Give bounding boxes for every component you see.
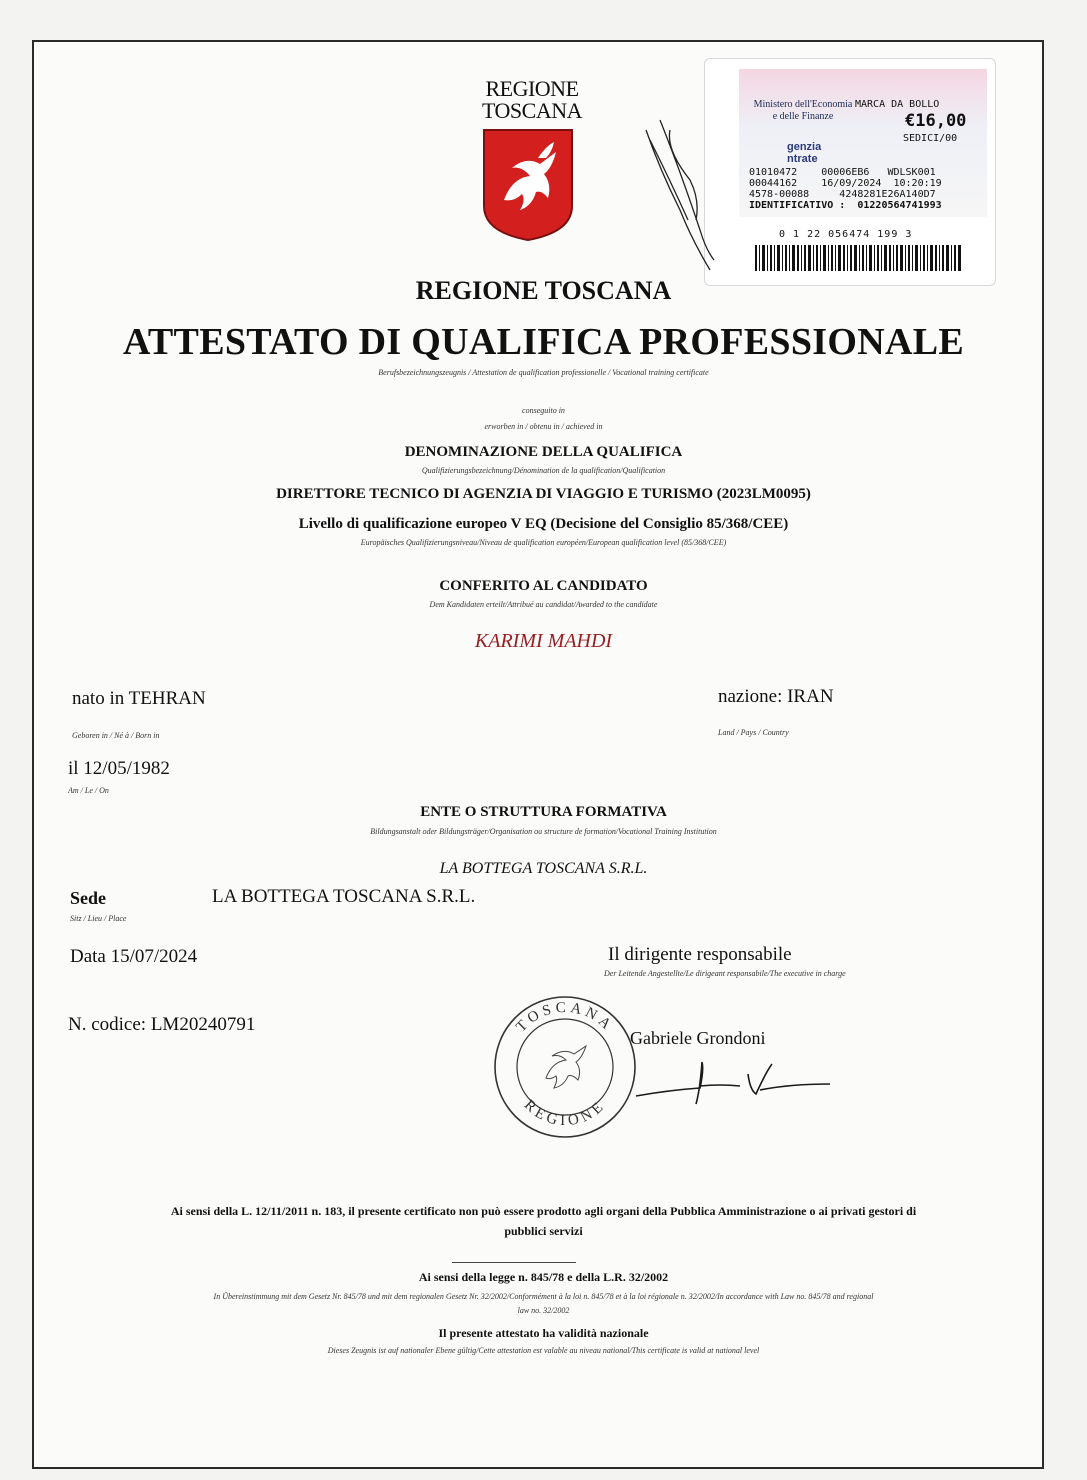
legal-notice-line2: pubblici servizi bbox=[504, 1224, 583, 1238]
seat-value: LA BOTTEGA TOSCANA S.R.L. bbox=[212, 886, 476, 907]
regional-seal-icon bbox=[490, 992, 640, 1142]
seat-label: Sede bbox=[70, 888, 106, 908]
law-translation-line1: In Übereinstimmung mit dem Gesetz Nr. 845/78 und mit dem regionalen Gesetz Nr. 32/2002/Conformément à la loi n. 845/78 et à la loi régionale n. 32/2002/In accordance with Law no. 845/78 and regional bbox=[213, 1292, 874, 1301]
stamp-cancellation-signature-icon bbox=[640, 110, 720, 280]
birth-place: nato in TEHRAN bbox=[72, 688, 206, 709]
emblem-title bbox=[470, 78, 594, 122]
stamp-agency bbox=[787, 141, 821, 165]
stamp-label: MARCA DA BOLLO bbox=[855, 99, 940, 110]
institution-heading: ENTE O STRUTTURA FORMATIVA bbox=[420, 804, 667, 820]
emblem-title-line2: TOSCANA bbox=[481, 98, 582, 123]
law-reference: Ai sensi della legge n. 845/78 e della L.R. 32/2002 bbox=[418, 1270, 669, 1284]
birth-date-translation: Am / Le / On bbox=[68, 786, 109, 795]
stamp-codes bbox=[749, 167, 942, 211]
pegasus-shield-icon bbox=[482, 128, 574, 242]
nationality-translation: Land / Pays / Country bbox=[718, 728, 789, 737]
footer-divider bbox=[452, 1262, 576, 1263]
svg-text:TOSCANA bbox=[513, 1000, 616, 1036]
stamp-ministry-line1: Ministero dell'Economia bbox=[753, 99, 853, 110]
qualification-level-translation: Europäisches Qualifizierungsniveau/Niveau de qualification européen/European qualification level (85/368/CEE) bbox=[360, 538, 727, 547]
stamp-agency-line1: genzia bbox=[787, 141, 822, 153]
seal-top-text: TOSCANA bbox=[513, 999, 617, 1036]
stamp-code-row: 00044162 16/09/2024 10:20:19 bbox=[749, 178, 942, 189]
obtained-in-translation: erworben in / obtenu in / achieved in bbox=[484, 422, 603, 431]
qualification-heading-translation: Qualifizierungsbezeichnung/Dénomination de la qualification/Qualification bbox=[421, 466, 666, 475]
issue-date: Data 15/07/2024 bbox=[70, 946, 198, 967]
nationality: nazione: IRAN bbox=[718, 686, 834, 707]
stamp-barcode-number: 0 1 22 056474 199 3 bbox=[779, 229, 913, 240]
law-translation-line2: law no. 32/2002 bbox=[517, 1306, 570, 1315]
revenue-stamp bbox=[704, 58, 996, 286]
legal-notice-line1: Ai sensi della L. 12/11/2011 n. 183, il presente certificato non può essere prodotto agli organi della Pubblica Amministrazione o ai privati gestori di bbox=[170, 1204, 917, 1218]
institution-heading-translation: Bildungsanstalt oder Bildungsträger/Organisation ou structure de formation/Vocational Training Institution bbox=[370, 827, 717, 836]
birth-date: il 12/05/1982 bbox=[68, 758, 170, 779]
validity-translation: Dieses Zeugnis ist auf nationaler Ebene gültig/Cette attestation est valable au niveau national/This certificate is valid at national level bbox=[327, 1346, 760, 1355]
qualification-level: Livello di qualificazione europeo V EQ (Decisione del Consiglio 85/368/CEE) bbox=[298, 516, 789, 532]
region-heading: REGIONE TOSCANA bbox=[415, 276, 672, 305]
certificate-title-translation: Berufsbezeichnungszeugnis / Attestation de qualification professionelle / Vocational training certificate bbox=[378, 368, 709, 377]
stamp-code-row: 01010472 00006EB6 WDLSK001 bbox=[749, 167, 936, 178]
svg-text:REGIONE bbox=[521, 1097, 609, 1129]
manager-name: Gabriele Grondoni bbox=[630, 1028, 766, 1048]
stamp-amount: €16,00 bbox=[905, 111, 967, 131]
certificate-code: N. codice: LM20240791 bbox=[68, 1014, 256, 1035]
emblem-title-line1: REGIONE bbox=[485, 76, 579, 101]
manager-signature-icon bbox=[630, 1060, 840, 1110]
stamp-amount-words: SEDICI/00 bbox=[903, 133, 958, 144]
candidate-name: KARIMI MAHDI bbox=[474, 630, 613, 652]
manager-label: Il dirigente responsabile bbox=[608, 944, 792, 965]
stamp-ministry bbox=[753, 99, 853, 123]
institution-name: LA BOTTEGA TOSCANA S.R.L. bbox=[439, 860, 648, 877]
stamp-ministry-line2: e delle Finanze bbox=[772, 111, 834, 122]
obtained-in: conseguito in bbox=[522, 406, 565, 415]
stamp-agency-line2: ntrate bbox=[787, 153, 818, 165]
barcode-icon bbox=[755, 245, 965, 271]
candidate-heading: CONFERITO AL CANDIDATO bbox=[439, 578, 648, 594]
stamp-code-row: IDENTIFICATIVO : 01220564741993 bbox=[749, 200, 942, 211]
qualification-heading: DENOMINAZIONE DELLA QUALIFICA bbox=[404, 444, 683, 460]
candidate-heading-translation: Dem Kandidaten erteilt/Attribué au candidat/Awarded to the candidate bbox=[429, 600, 658, 609]
birth-place-translation: Geboren in / Né à / Born in bbox=[72, 731, 160, 740]
qualification-name: DIRETTORE TECNICO DI AGENZIA DI VIAGGIO E TURISMO (2023LM0095) bbox=[276, 486, 811, 502]
validity-statement: Il presente attestato ha validità nazionale bbox=[438, 1326, 649, 1340]
stamp-code-row: 4578-00088 4248281E26A140D7 bbox=[749, 189, 936, 200]
seal-bottom-text: REGIONE bbox=[520, 1097, 610, 1130]
seat-translation: Sitz / Lieu / Place bbox=[70, 914, 127, 923]
certificate-title: ATTESTATO DI QUALIFICA PROFESSIONALE bbox=[122, 321, 964, 363]
manager-label-translation: Der Leitende Angestellte/Le dirigeant responsabile/The executive in charge bbox=[604, 969, 846, 978]
